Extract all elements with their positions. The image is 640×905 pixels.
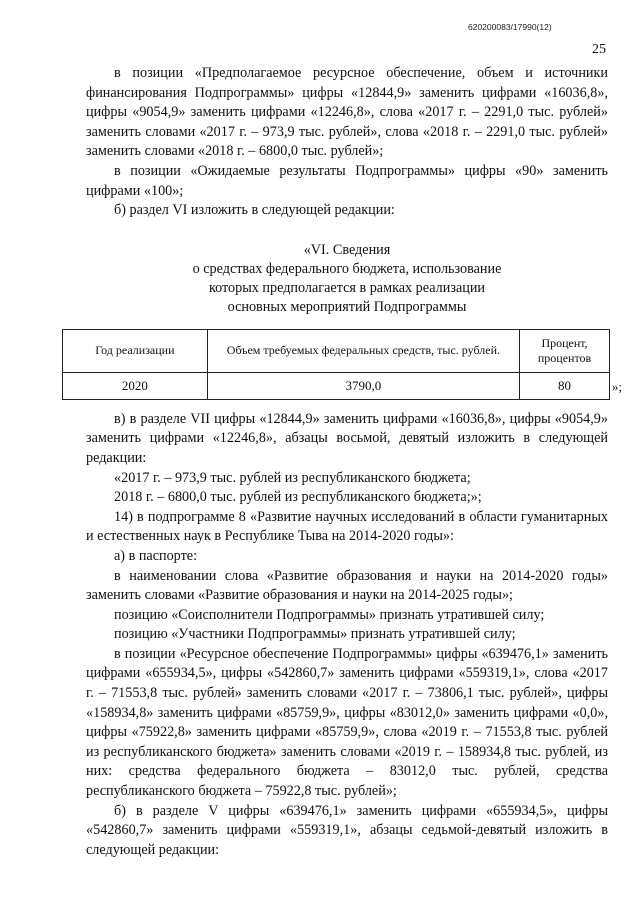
funding-table	[62, 329, 610, 400]
document-body	[86, 64, 622, 860]
paragraph: позицию «Участники Подпрограммы» признать утратившей силу;	[114, 626, 516, 643]
paragraph: в позиции «Предполагаемое ресурсное обеспечение, объем и источники финансирования Подпрограммы» цифры «12844,9» заменить цифрами «16036,8», цифры «9054,9» заменить цифрами «12246,8», слова «2017 г. – 2291,0 тыс. рублей» заменить словами «2017 г. – 973,9 тыс. рублей», слова «2018 г. – 2291,0 тыс. рублей» заменить словами «2018 г. – 6800,0 тыс. рублей»;	[86, 65, 608, 160]
page-number: 25	[592, 42, 606, 57]
paragraph: 2018 г. – 6800,0 тыс. рублей из республиканского бюджета;»;	[114, 489, 482, 506]
table-row	[63, 372, 610, 399]
paragraph: 14) в подпрограмме 8 «Развитие научных исследований в области гуманитарных и естественных наук в Республике Тыва на 2014-2020 годы»:	[86, 508, 608, 545]
paragraph: «2017 г. – 973,9 тыс. рублей из республиканского бюджета;	[114, 469, 471, 486]
cell-percent: 80	[520, 372, 610, 399]
table-closing-quote: »;	[611, 379, 622, 395]
document-code: 620200083/17990(12)	[468, 22, 552, 32]
paragraph: б) раздел VI изложить в следующей редакции:	[114, 202, 395, 219]
cell-amount: 3790,0	[207, 372, 519, 399]
paragraph: б) в разделе V цифры «639476,1» заменить цифрами «655934,5», цифры «542860,7» заменить цифрами «559319,1», абзацы седьмой-девятый изложить в следующей редакции:	[86, 802, 608, 858]
section-heading-line: которых предполагается в рамках реализации	[208, 279, 486, 296]
column-header-amount: Объем требуемых федеральных средств, тыс. рублей.	[207, 329, 519, 372]
section-heading-line: основных мероприятий Подпрограммы	[227, 298, 467, 315]
funding-table-wrapper	[62, 329, 622, 400]
paragraph: в позиции «Ожидаемые результаты Подпрограммы» цифры «90» заменить цифрами «100»;	[86, 162, 608, 199]
section-heading-line: «VI. Сведения	[303, 241, 391, 258]
column-header-year: Год реализации	[63, 329, 208, 372]
paragraph: в наименовании слова «Развитие образования и науки на 2014-2020 годы» заменить словами «Развитие образования и науки на 2014-2025 годы»;	[86, 567, 608, 604]
section-heading-line: о средствах федерального бюджета, использование	[192, 260, 502, 277]
paragraph: в) в разделе VII цифры «12844,9» заменить цифрами «16036,8», цифры «9054,9» заменить цифрами «12246,8», абзацы восьмой, девятый изложить в следующей редакции:	[86, 410, 608, 466]
table-header-row	[63, 329, 610, 372]
section-heading	[86, 241, 608, 317]
paragraph: а) в паспорте:	[114, 547, 198, 564]
cell-year: 2020	[63, 372, 208, 399]
column-header-percent: Процент, процентов	[520, 329, 610, 372]
paragraph: в позиции «Ресурсное обеспечение Подпрограммы» цифры «639476,1» заменить цифрами «655934,5», цифры «542860,7» заменить цифрами «559319,1», слова «2017 г. – 71553,8 тыс. рублей» заменить словами «2017 г. – 73806,1 тыс. рублей», цифры «158934,8» заменить цифрами «85759,9», цифры «83012,0» заменить цифрами «0,0», цифры «75922,8» заменить цифрами «85759,9», слова «2019 г. – 71553,8 тыс. рублей из республиканского бюджета» заменить словами «2019 г. – 158934,8 тыс. рублей, из них: средства федерального бюджета – 83012,0 тыс. рублей, средства республиканского бюджета – 75922,8 тыс. рублей»;	[86, 645, 608, 800]
paragraph: позицию «Соисполнители Подпрограммы» признать утратившей силу;	[114, 606, 545, 623]
